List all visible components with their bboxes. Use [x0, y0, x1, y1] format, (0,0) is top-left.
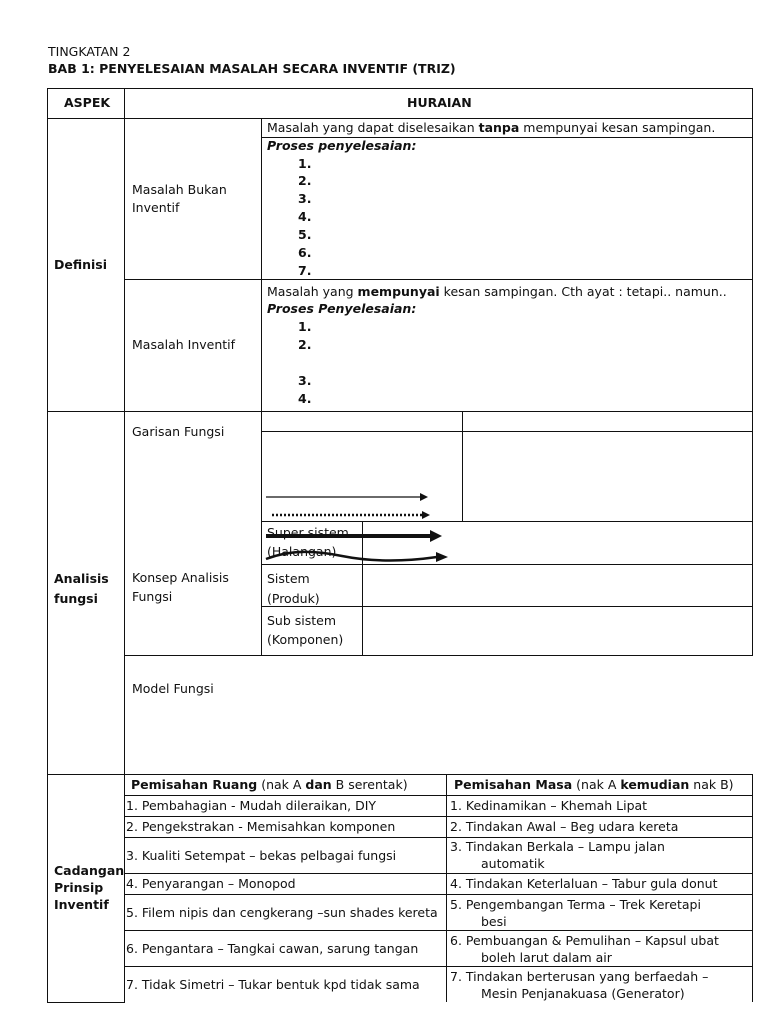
step-item: 5.: [298, 227, 312, 242]
column-header-description: HURAIAN: [407, 95, 472, 110]
step-item: 2.: [298, 173, 312, 188]
aspect-cadangan-1: Cadangan: [54, 863, 125, 878]
list-item: 6. Pengantara – Tangkai cawan, sarung tangan: [126, 941, 419, 956]
step-item: 1.: [298, 319, 312, 334]
heading-pemisahan-ruang: Pemisahan Ruang (nak A dan B serentak): [131, 777, 408, 792]
process-label-bukan-inventif: Proses penyelesaian:: [267, 138, 417, 153]
label-masalah-inventif: Masalah Inventif: [132, 337, 236, 352]
aspect-definisi: Definisi: [54, 257, 108, 272]
column-header-aspect: ASPEK: [64, 95, 111, 110]
step-item: 7.: [298, 263, 312, 278]
list-item-cont: Mesin Penjanakuasa (Generator): [481, 986, 685, 1001]
step-item: 2.: [298, 337, 312, 352]
list-item: 7. Tidak Simetri – Tukar bentuk kpd tidak sama: [126, 977, 420, 992]
list-item: 5. Filem nipis dan cengkerang –sun shades kereta: [126, 905, 438, 920]
step-item: 1.: [298, 156, 312, 171]
label-sub-sistem-2: (Komponen): [267, 632, 344, 647]
list-item-cont: automatik: [481, 856, 545, 871]
step-item: 6.: [298, 245, 312, 260]
list-item: 3. Kualiti Setempat – bekas pelbagai fungsi: [126, 848, 397, 863]
desc-bukan-inventif: Masalah yang dapat diselesaikan tanpa mempunyai kesan sampingan.: [267, 120, 716, 135]
label-super-sistem-1: Super sistem: [267, 525, 349, 540]
process-label-inventif: Proses Penyelesaian:: [267, 301, 417, 316]
label-masalah-bukan-inventif-1: Masalah Bukan: [132, 182, 227, 197]
aspect-cadangan-2: Prinsip: [54, 880, 104, 895]
step-item: 4.: [298, 391, 312, 406]
aspect-analisis-1: Analisis: [54, 571, 109, 586]
list-item: 7. Tindakan berterusan yang berfaedah –: [450, 969, 709, 984]
list-item: 2. Pengekstrakan - Memisahkan komponen: [126, 819, 396, 834]
label-konsep-1: Konsep Analisis: [132, 570, 229, 585]
desc-inventif: Masalah yang mempunyai kesan sampingan. Cth ayat : tetapi.. namun..: [267, 284, 727, 299]
list-item-cont: besi: [481, 914, 507, 929]
aspect-analisis-2: fungsi: [54, 591, 98, 606]
label-garisan-fungsi: Garisan Fungsi: [132, 424, 225, 439]
step-item: 3.: [298, 191, 312, 206]
label-sub-sistem-1: Sub sistem: [267, 613, 337, 628]
aspect-cadangan-3: Inventif: [54, 897, 109, 912]
list-item: 1. Pembahagian - Mudah dileraikan, DIY: [126, 798, 377, 813]
step-item: 3.: [298, 373, 312, 388]
label-konsep-2: Fungsi: [132, 589, 173, 604]
list-item: 2. Tindakan Awal – Beg udara kereta: [450, 819, 679, 834]
list-item: 1. Kedinamikan – Khemah Lipat: [450, 798, 648, 813]
list-item: 4. Penyarangan – Monopod: [126, 876, 296, 891]
chapter-heading: BAB 1: PENYELESAIAN MASALAH SECARA INVENTIF (TRIZ): [48, 61, 456, 76]
label-sistem-2: (Produk): [267, 591, 320, 606]
heading-pemisahan-masa: Pemisahan Masa (nak A kemudian nak B): [454, 777, 734, 792]
arrow-thin-icon: [266, 493, 428, 501]
list-item: 4. Tindakan Keterlaluan – Tabur gula donut: [450, 876, 718, 891]
label-model-fungsi: Model Fungsi: [132, 681, 214, 696]
list-item: 6. Pembuangan & Pemulihan – Kapsul ubat: [450, 933, 719, 948]
label-sistem-1: Sistem: [267, 571, 310, 586]
label-super-sistem-2: (Halangan): [267, 544, 337, 559]
level-heading: TINGKATAN 2: [48, 44, 131, 59]
label-masalah-bukan-inventif-2: Inventif: [132, 200, 180, 215]
list-item: 3. Tindakan Berkala – Lampu jalan: [450, 839, 665, 854]
arrow-dotted-icon: [272, 511, 430, 519]
list-item-cont: boleh larut dalam air: [481, 950, 612, 965]
step-item: 4.: [298, 209, 312, 224]
list-item: 5. Pengembangan Terma – Trek Keretapi: [450, 897, 701, 912]
